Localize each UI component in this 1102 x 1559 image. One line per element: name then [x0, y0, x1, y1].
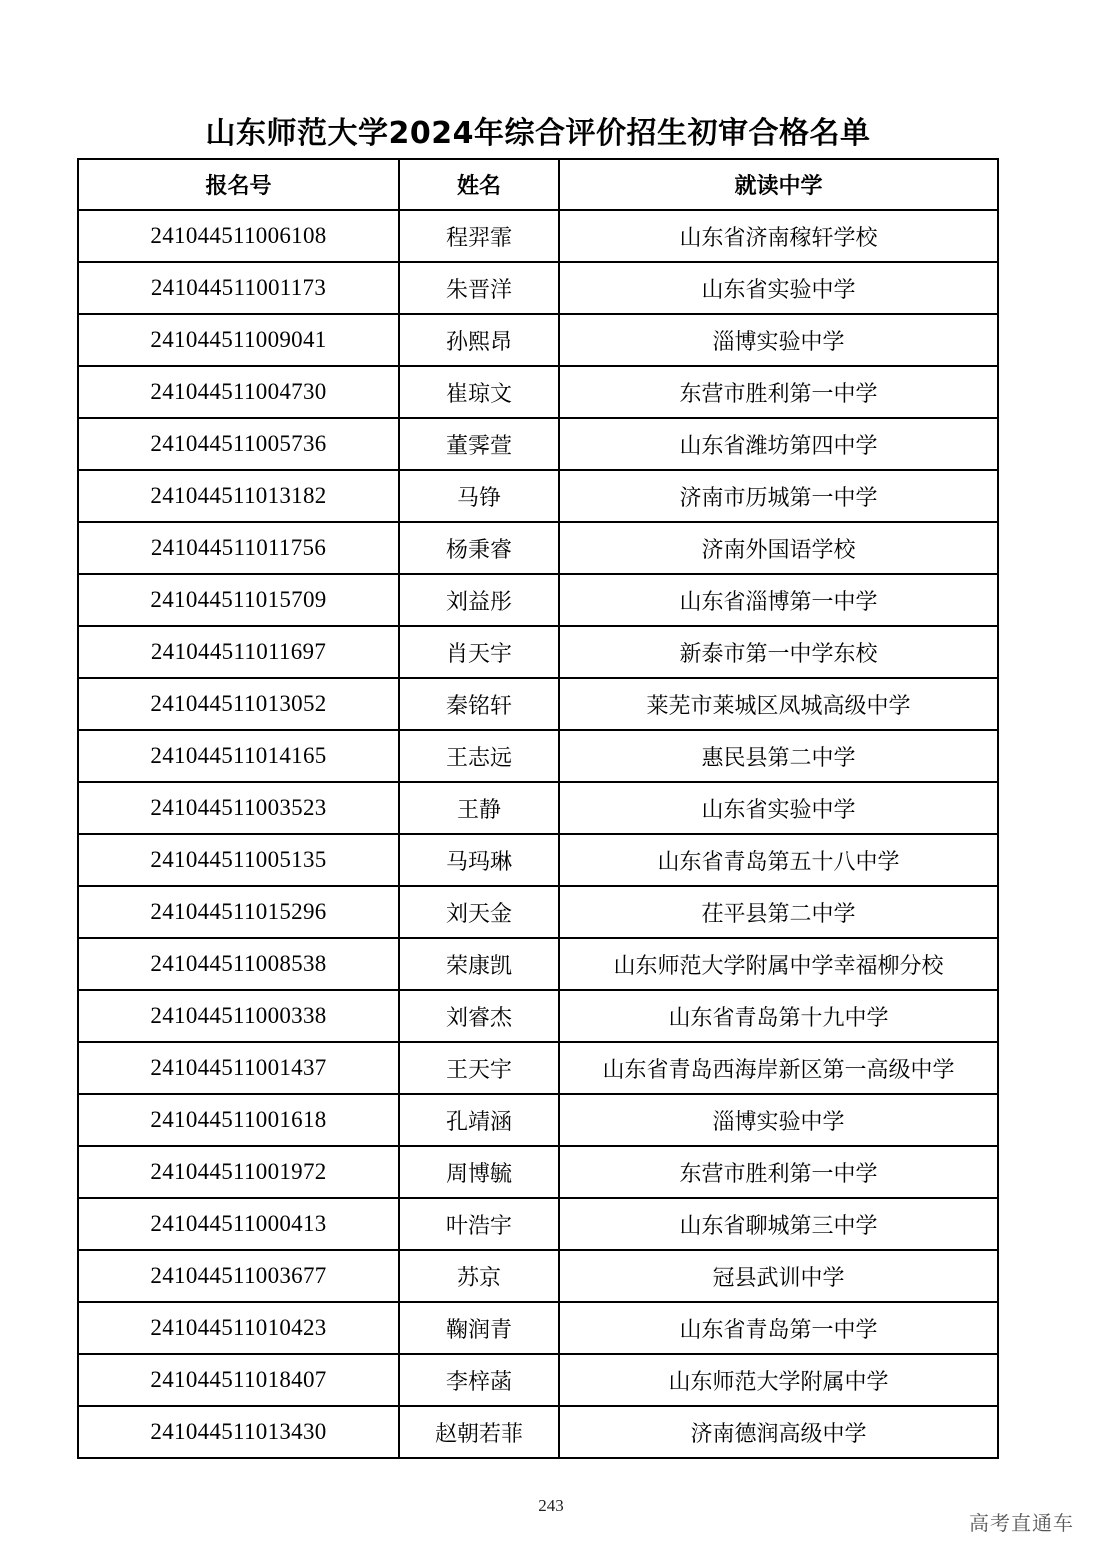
school-cell: 山东省青岛第一中学	[559, 1302, 998, 1354]
page-number: 243	[538, 1496, 564, 1515]
school-cell: 惠民县第二中学	[559, 730, 998, 782]
table-row	[78, 574, 998, 626]
student-name-cell: 李梓菡	[399, 1354, 559, 1406]
student-name-cell: 赵朝若菲	[399, 1406, 559, 1458]
registration-number-cell: 241044511005736	[78, 418, 399, 470]
table-row	[78, 262, 998, 314]
school-cell: 新泰市第一中学东校	[559, 626, 998, 678]
student-name-cell: 荣康凯	[399, 938, 559, 990]
school-cell: 济南德润高级中学	[559, 1406, 998, 1458]
registration-number-cell: 241044511003677	[78, 1250, 399, 1302]
table-row	[78, 626, 998, 678]
student-name-cell: 刘天金	[399, 886, 559, 938]
registration-number-cell: 241044511001437	[78, 1042, 399, 1094]
student-name-cell: 朱晋洋	[399, 262, 559, 314]
student-name-cell: 孔靖涵	[399, 1094, 559, 1146]
school-cell: 淄博实验中学	[559, 1094, 998, 1146]
registration-number-cell: 241044511014165	[78, 730, 399, 782]
table-row	[78, 678, 998, 730]
table-header-row	[78, 159, 998, 210]
school-cell: 山东师范大学附属中学	[559, 1354, 998, 1406]
registration-number-cell: 241044511001173	[78, 262, 399, 314]
student-name-cell: 董霁萱	[399, 418, 559, 470]
registration-number-cell: 241044511006108	[78, 210, 399, 262]
table-row	[78, 470, 998, 522]
registration-number-cell: 241044511018407	[78, 1354, 399, 1406]
student-name-cell: 王天宇	[399, 1042, 559, 1094]
watermark-text: 高考直通车	[969, 1511, 1074, 1535]
registration-number-cell: 241044511010423	[78, 1302, 399, 1354]
table-row	[78, 1354, 998, 1406]
school-cell: 山东师范大学附属中学幸福柳分校	[559, 938, 998, 990]
school-cell: 茌平县第二中学	[559, 886, 998, 938]
student-name-cell: 王静	[399, 782, 559, 834]
registration-number-cell: 241044511009041	[78, 314, 399, 366]
registration-number-cell: 241044511004730	[78, 366, 399, 418]
table-row	[78, 1146, 998, 1198]
school-cell: 东营市胜利第一中学	[559, 1146, 998, 1198]
student-name-cell: 鞠润青	[399, 1302, 559, 1354]
table-row	[78, 1250, 998, 1302]
table-row	[78, 782, 998, 834]
school-cell: 山东省青岛第五十八中学	[559, 834, 998, 886]
school-cell: 冠县武训中学	[559, 1250, 998, 1302]
school-cell: 济南市历城第一中学	[559, 470, 998, 522]
table-row	[78, 990, 998, 1042]
school-cell: 山东省潍坊第四中学	[559, 418, 998, 470]
document-title: 山东师范大学2024年综合评价招生初审合格名单	[205, 116, 871, 151]
registration-number-cell: 241044511013430	[78, 1406, 399, 1458]
table-body	[78, 210, 998, 1458]
student-name-cell: 刘睿杰	[399, 990, 559, 1042]
table-row	[78, 886, 998, 938]
table-row	[78, 418, 998, 470]
registration-number-cell: 241044511000338	[78, 990, 399, 1042]
school-cell: 山东省实验中学	[559, 262, 998, 314]
student-name-cell: 周博毓	[399, 1146, 559, 1198]
table-row	[78, 834, 998, 886]
registration-number-cell: 241044511013182	[78, 470, 399, 522]
registration-number-cell: 241044511015296	[78, 886, 399, 938]
school-cell: 济南外国语学校	[559, 522, 998, 574]
school-cell: 山东省青岛西海岸新区第一高级中学	[559, 1042, 998, 1094]
school-cell: 淄博实验中学	[559, 314, 998, 366]
school-cell: 山东省青岛第十九中学	[559, 990, 998, 1042]
column-header-registration-number: 报名号	[78, 159, 399, 210]
registration-number-cell: 241044511003523	[78, 782, 399, 834]
registration-number-cell: 241044511005135	[78, 834, 399, 886]
table-row	[78, 1406, 998, 1458]
table-row	[78, 314, 998, 366]
registration-number-cell: 241044511015709	[78, 574, 399, 626]
school-cell: 山东省聊城第三中学	[559, 1198, 998, 1250]
registration-number-cell: 241044511000413	[78, 1198, 399, 1250]
student-name-cell: 杨秉睿	[399, 522, 559, 574]
table-row	[78, 938, 998, 990]
table-row	[78, 210, 998, 262]
student-name-cell: 苏京	[399, 1250, 559, 1302]
student-name-cell: 王志远	[399, 730, 559, 782]
table-row	[78, 1094, 998, 1146]
student-name-cell: 马铮	[399, 470, 559, 522]
student-name-cell: 孙熙昂	[399, 314, 559, 366]
registration-number-cell: 241044511001972	[78, 1146, 399, 1198]
table-row	[78, 1302, 998, 1354]
registration-number-cell: 241044511013052	[78, 678, 399, 730]
student-name-cell: 秦铭轩	[399, 678, 559, 730]
student-name-cell: 马玛琳	[399, 834, 559, 886]
student-name-cell: 崔琼文	[399, 366, 559, 418]
registration-number-cell: 241044511011756	[78, 522, 399, 574]
table-row	[78, 1198, 998, 1250]
student-name-cell: 程羿霏	[399, 210, 559, 262]
school-cell: 山东省济南稼轩学校	[559, 210, 998, 262]
school-cell: 山东省淄博第一中学	[559, 574, 998, 626]
registration-number-cell: 241044511001618	[78, 1094, 399, 1146]
table-row	[78, 1042, 998, 1094]
student-name-cell: 刘益彤	[399, 574, 559, 626]
student-name-cell: 叶浩宇	[399, 1198, 559, 1250]
registration-number-cell: 241044511011697	[78, 626, 399, 678]
table-row	[78, 522, 998, 574]
column-header-school: 就读中学	[559, 159, 998, 210]
registration-number-cell: 241044511008538	[78, 938, 399, 990]
school-cell: 山东省实验中学	[559, 782, 998, 834]
column-header-name: 姓名	[399, 159, 559, 210]
school-cell: 莱芜市莱城区凤城高级中学	[559, 678, 998, 730]
table-row	[78, 730, 998, 782]
student-name-cell: 肖天宇	[399, 626, 559, 678]
admission-list-table	[77, 158, 999, 1459]
table-row	[78, 366, 998, 418]
school-cell: 东营市胜利第一中学	[559, 366, 998, 418]
